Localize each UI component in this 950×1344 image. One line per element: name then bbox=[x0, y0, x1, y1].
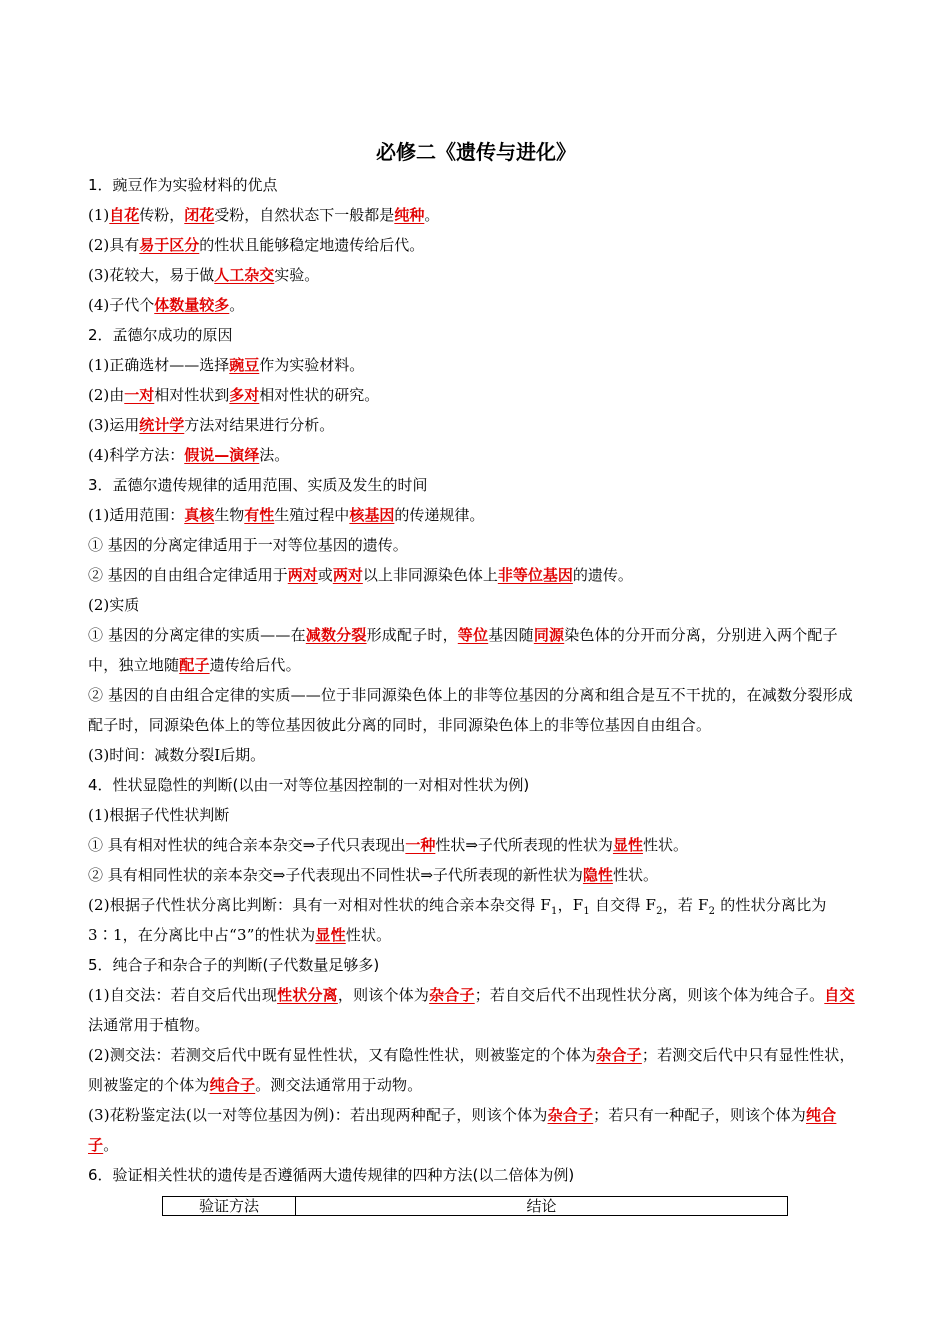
item-5-1 bbox=[88, 980, 864, 1040]
key-term: 统计学 bbox=[139, 416, 185, 434]
text-run: 染色体的分开而分离，分别进入两个配子中，独立地随 bbox=[88, 626, 838, 674]
text-run: 的遗传。 bbox=[572, 566, 633, 584]
text-run: 性状⇒子代所表现的性状为 bbox=[435, 836, 613, 854]
text-run: (3)时间：减数分裂Ⅰ后期。 bbox=[88, 746, 266, 764]
key-term: 杂合子 bbox=[547, 1106, 594, 1124]
key-term: 同源 bbox=[533, 626, 565, 644]
text-run: (4)子代个 bbox=[88, 296, 155, 314]
key-term: 一对 bbox=[124, 386, 155, 404]
heading-5: 5．纯合子和杂合子的判断(子代数量足够多) bbox=[88, 956, 380, 974]
text-run: (1) bbox=[88, 206, 110, 224]
text-run: 生殖过程中 bbox=[274, 506, 350, 524]
key-term: 真核 bbox=[184, 506, 215, 524]
text-run: ，F bbox=[557, 896, 584, 914]
text-run: 的传递规律。 bbox=[394, 506, 485, 524]
text-run: (3)运用 bbox=[88, 416, 140, 434]
key-term: 自交 bbox=[824, 986, 855, 1004]
item-3-7 bbox=[88, 740, 864, 770]
text-run: ② 基因的自由组合定律适用于 bbox=[88, 566, 288, 584]
heading-3: 3．孟德尔遗传规律的适用范围、实质及发生的时间 bbox=[88, 476, 428, 494]
item-1-4 bbox=[88, 290, 864, 320]
item-3-4 bbox=[88, 590, 864, 620]
key-term: 有性 bbox=[244, 506, 275, 524]
item-4-2 bbox=[88, 830, 864, 860]
text-run: (1)正确选材——选择 bbox=[88, 356, 230, 374]
key-term: 假说—演绎 bbox=[184, 446, 260, 464]
key-term: 两对 bbox=[332, 566, 363, 584]
text-run: 生物 bbox=[214, 506, 245, 524]
text-run: (1)自交法：若自交后代出现 bbox=[88, 986, 278, 1004]
item-2-1 bbox=[88, 350, 864, 380]
item-3-3 bbox=[88, 560, 864, 590]
text-run: 遗传给后代。 bbox=[209, 656, 301, 674]
document-title: 必修二《遗传与进化》 bbox=[376, 140, 576, 164]
item-4-1 bbox=[88, 800, 864, 830]
text-run: ；若测交后代中只有显性性状，则被鉴定的个体为 bbox=[88, 1046, 855, 1094]
text-run: ，则该个体为 bbox=[337, 986, 430, 1004]
text-run: 基因随 bbox=[488, 626, 534, 644]
text-run: 传粉， bbox=[139, 206, 185, 224]
heading-1: 1．豌豆作为实验材料的优点 bbox=[88, 176, 278, 194]
text-run: 的性状且能够稳定地遗传给后代。 bbox=[199, 236, 425, 254]
item-2-2 bbox=[88, 380, 864, 410]
key-term: 非等位基因 bbox=[497, 566, 573, 584]
item-1-2 bbox=[88, 230, 864, 260]
subscript: 2 bbox=[656, 906, 663, 917]
text-run: 受粉，自然状态下一般都是 bbox=[214, 206, 395, 224]
text-run: (1)适用范围： bbox=[88, 506, 185, 524]
key-term: 豌豆 bbox=[229, 356, 260, 374]
text-run: ① 基因的分离定律适用于一对等位基因的遗传。 bbox=[88, 536, 408, 554]
text-run: (2)实质 bbox=[88, 596, 140, 614]
text-run: ② 基因的自由组合定律的实质——位于非同源染色体上的非等位基因的分离和组合是互不干扰的，在减数分裂形成配子时，同源染色体上的等位基因彼此分离的同时，非同源染色体上的非等位基因自由组合。 bbox=[88, 686, 853, 734]
item-3-6 bbox=[88, 680, 864, 740]
text-run: 法通常用于植物。 bbox=[88, 1016, 210, 1034]
text-run: 作为实验材料。 bbox=[259, 356, 365, 374]
item-3-5 bbox=[88, 620, 864, 680]
text-run: ；若自交后代不出现性状分离，则该个体为纯合子。 bbox=[474, 986, 825, 1004]
key-term: 性状分离 bbox=[277, 986, 338, 1004]
text-run: (1)根据子代性状判断 bbox=[88, 806, 230, 824]
text-run: 以上非同源染色体上 bbox=[362, 566, 498, 584]
text-run: 。 bbox=[103, 1136, 119, 1154]
item-1-3 bbox=[88, 260, 864, 290]
subscript: 1 bbox=[551, 906, 558, 917]
key-term: 配子 bbox=[179, 656, 210, 674]
heading-6: 6．验证相关性状的遗传是否遵循两大遗传规律的四种方法(以二倍体为例) bbox=[88, 1166, 575, 1184]
heading-2: 2．孟德尔成功的原因 bbox=[88, 326, 233, 344]
heading-4: 4．性状显隐性的判断(以由一对等位基因控制的一对相对性状为例) bbox=[88, 776, 530, 794]
text-run: 法。 bbox=[259, 446, 290, 464]
text-run: 性状。 bbox=[642, 836, 688, 854]
item-5-2 bbox=[88, 1040, 864, 1100]
text-run: ② 具有相同性状的亲本杂交⇒子代表现出不同性状⇒子代所表现的新性状为 bbox=[88, 866, 583, 884]
subscript: 1 bbox=[583, 906, 590, 917]
text-run: 自交得 F bbox=[589, 896, 657, 914]
key-term: 易于区分 bbox=[139, 236, 200, 254]
key-term: 闭花 bbox=[184, 206, 215, 224]
text-run: (2)根据子代性状分离比判断：具有一对相对性状的纯合亲本杂交得 F bbox=[88, 896, 552, 914]
item-3-1 bbox=[88, 500, 864, 530]
document-body bbox=[88, 170, 864, 1190]
subscript: 2 bbox=[708, 906, 716, 917]
text-run: ① 具有相对性状的纯合亲本杂交⇒子代只表现出 bbox=[88, 836, 406, 854]
key-term: 体数量较多 bbox=[154, 296, 230, 314]
text-run: 相对性状的研究。 bbox=[259, 386, 380, 404]
key-term: 纯合子 bbox=[209, 1076, 256, 1094]
key-term: 杂合子 bbox=[429, 986, 475, 1004]
key-term: 多对 bbox=[229, 386, 260, 404]
verification-table bbox=[162, 1196, 788, 1216]
text-run: (3)花较大，易于做 bbox=[88, 266, 215, 284]
key-term: 自花 bbox=[109, 206, 140, 224]
text-run: 。 bbox=[424, 206, 440, 224]
text-run: 或 bbox=[317, 566, 333, 584]
text-run: 相对性状到 bbox=[154, 386, 230, 404]
key-term: 纯合子 bbox=[88, 1106, 837, 1154]
text-run: 性状。 bbox=[612, 866, 658, 884]
key-term: 显性 bbox=[612, 836, 643, 854]
text-run: (4)科学方法： bbox=[88, 446, 185, 464]
key-term: 隐性 bbox=[582, 866, 613, 884]
text-run: 实验。 bbox=[274, 266, 320, 284]
text-run: 的性状分离比为 3∶1，在分离比中占“3”的性状为 bbox=[88, 896, 827, 944]
item-4-3 bbox=[88, 860, 864, 890]
key-term: 等位 bbox=[457, 626, 489, 644]
text-run: (3)花粉鉴定法(以一对等位基因为例)：若出现两种配子，则该个体为 bbox=[88, 1106, 548, 1124]
key-term: 两对 bbox=[287, 566, 318, 584]
table-header-row bbox=[163, 1197, 788, 1216]
text-run: ，若 F bbox=[662, 896, 709, 914]
text-run: 方法对结果进行分析。 bbox=[184, 416, 335, 434]
text-run: ；若只有一种配子，则该个体为 bbox=[593, 1106, 806, 1124]
text-run: (2)具有 bbox=[88, 236, 140, 254]
key-term: 杂合子 bbox=[596, 1046, 642, 1064]
table-header-conclusion: 结论 bbox=[296, 1197, 788, 1216]
text-run: 性状。 bbox=[345, 926, 392, 944]
text-run: 。 bbox=[229, 296, 245, 314]
item-1-1 bbox=[88, 200, 864, 230]
item-2-3 bbox=[88, 410, 864, 440]
text-run: (2)由 bbox=[88, 386, 125, 404]
key-term: 核基因 bbox=[349, 506, 395, 524]
key-term: 一种 bbox=[405, 836, 436, 854]
text-run: 形成配子时， bbox=[366, 626, 458, 644]
key-term: 显性 bbox=[315, 926, 346, 944]
item-2-4 bbox=[88, 440, 864, 470]
table-header-method: 验证方法 bbox=[163, 1197, 296, 1216]
item-3-2 bbox=[88, 530, 864, 560]
text-run: 。测交法通常用于动物。 bbox=[255, 1076, 423, 1094]
text-run: (2)测交法：若测交后代中既有显性性状，又有隐性性状，则被鉴定的个体为 bbox=[88, 1046, 597, 1064]
key-term: 减数分裂 bbox=[305, 626, 367, 644]
text-run: ① 基因的分离定律的实质——在 bbox=[88, 626, 306, 644]
item-4-4 bbox=[88, 890, 864, 950]
key-term: 纯种 bbox=[394, 206, 425, 224]
key-term: 人工杂交 bbox=[214, 266, 275, 284]
item-5-3 bbox=[88, 1100, 864, 1160]
